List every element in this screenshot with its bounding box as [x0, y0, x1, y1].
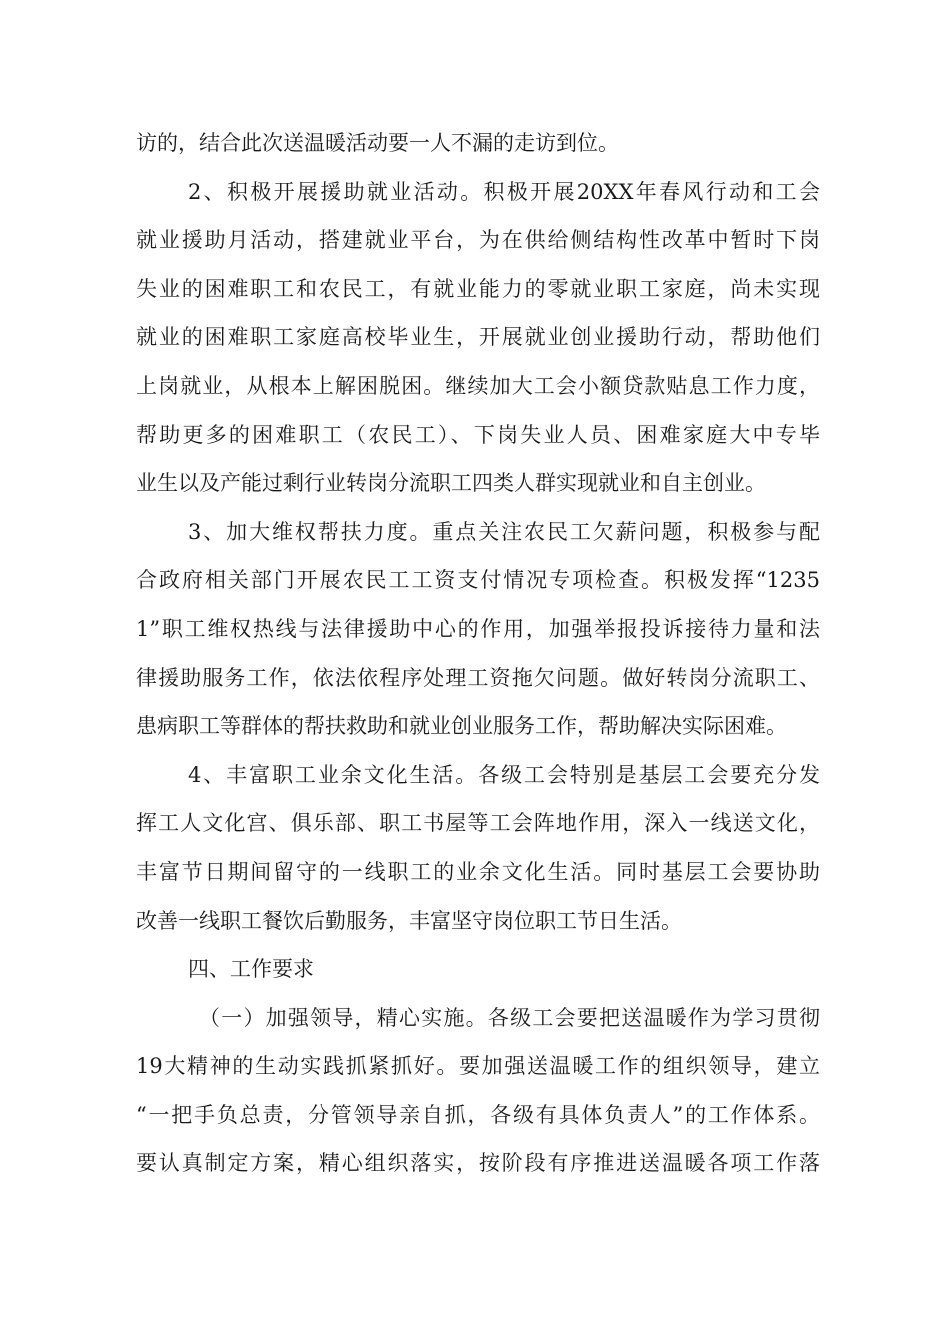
text-line: 合政府相关部门开展农民工工资支付情况专项检查。积极发挥“1235: [136, 568, 820, 593]
text-line: 四、工作要求: [188, 957, 314, 982]
text-line: 4、丰富职工业余文化生活。各级工会特别是基层工会要充分发: [188, 762, 820, 787]
text-line: 改善一线职工餐饮后勤服务，丰富坚守岗位职工节日生活。: [136, 908, 682, 933]
document-body: [136, 119, 820, 1188]
text-line: “一把手负总责，分管领导亲自抓，各级有具体负责人”的工作体系。: [136, 1102, 820, 1127]
text-line: 挥工人文化宫、俱乐部、职工书屋等工会阵地作用，深入一线送文化，: [136, 811, 820, 836]
text-line: 丰富节日期间留守的一线职工的业余文化生活。同时基层工会要协助: [136, 859, 820, 884]
text-line: 19大精神的生动实践抓紧抓好。要加强送温暖工作的组织领导，建立: [136, 1054, 820, 1079]
text-line: 帮助更多的困难职工（农民工）、下岗失业人员、困难家庭大中专毕: [136, 422, 820, 447]
text-line: 业生以及产能过剩行业转岗分流职工四类人群实现就业和自主创业。: [136, 471, 766, 496]
text-line: 访的，结合此次送温暖活动要一人不漏的走访到位。: [136, 131, 619, 155]
text-line: 3、加大维权帮扶力度。重点关注农民工欠薪问题，积极参与配: [188, 519, 820, 544]
text-line: 患病职工等群体的帮扶救助和就业创业服务工作，帮助解决实际困难。: [136, 714, 787, 739]
text-line: 就业的困难职工家庭高校毕业生，开展就业创业援助行动，帮助他们: [136, 325, 820, 350]
text-line: 上岗就业，从根本上解困脱困。继续加大工会小额贷款贴息工作力度，: [136, 373, 820, 398]
text-line: 要认真制定方案，精心组织落实，按阶段有序推进送温暖各项工作落: [136, 1151, 820, 1176]
text-line: （一）加强领导，精心实施。各级工会要把送温暖作为学习贯彻: [199, 1005, 820, 1030]
text-line: 就业援助月活动，搭建就业平台，为在供给侧结构性改革中暂时下岗: [136, 228, 820, 253]
text-line: 律援助服务工作，依法依程序处理工资拖欠问题。做好转岗分流职工、: [136, 665, 820, 690]
text-line: 失业的困难职工和农民工，有就业能力的零就业职工家庭，尚未实现: [136, 276, 820, 301]
text-line: 1”职工维权热线与法律援助中心的作用，加强举报投诉接待力量和法: [136, 616, 820, 641]
text-line: 2、积极开展援助就业活动。积极开展20XX年春风行动和工会: [188, 179, 820, 204]
